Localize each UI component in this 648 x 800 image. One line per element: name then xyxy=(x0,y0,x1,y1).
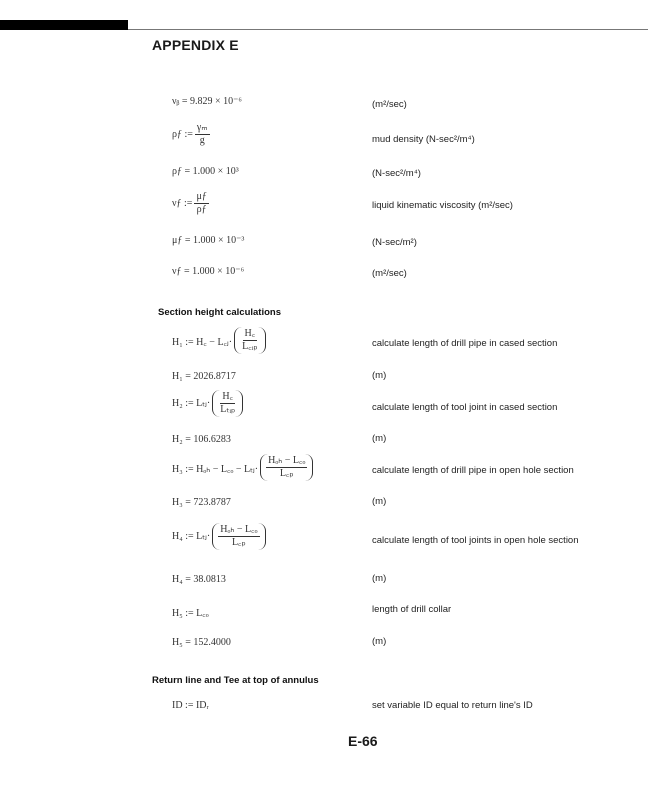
equation: H₃ = 723.8787 xyxy=(172,497,231,508)
paren xyxy=(212,523,265,550)
fraction xyxy=(194,191,208,216)
description: (m) xyxy=(372,433,387,444)
section-title: Section height calculations xyxy=(158,307,281,318)
equation xyxy=(172,523,266,550)
equation xyxy=(172,122,212,147)
paren xyxy=(260,454,313,481)
description: set variable ID equal to return line's ID xyxy=(372,700,533,711)
page-number: E-66 xyxy=(348,733,378,749)
equation: νƒ = 1.000 × 10⁻⁶ xyxy=(172,266,245,277)
fraction xyxy=(266,455,307,480)
frac-den: L꜀ᵢₚ xyxy=(242,341,258,352)
frac-num: Hₒₕ − L꜀ₒ xyxy=(268,455,306,466)
frac-den: Lₜᵢₚ xyxy=(220,404,236,415)
description: calculate length of tool joint in cased section xyxy=(372,402,558,413)
equation: νᵦ = 9.829 × 10⁻⁶ xyxy=(172,96,242,107)
header-bar xyxy=(0,20,128,30)
description: (m²/sec) xyxy=(372,99,407,110)
frac-den: g xyxy=(199,135,205,146)
equation: μƒ = 1.000 × 10⁻³ xyxy=(172,235,245,246)
paren xyxy=(234,327,266,354)
eq-left: H₃ := Hₒₕ − L꜀ₒ − Lₜⱼ· xyxy=(172,463,259,475)
eq-left: ρƒ := xyxy=(172,129,193,140)
description: (m) xyxy=(372,370,387,381)
fraction xyxy=(218,391,237,416)
equation xyxy=(172,390,243,417)
description: calculate length of drill pipe in cased section xyxy=(372,338,558,349)
equation: H₅ = 152.4000 xyxy=(172,637,231,648)
equation xyxy=(172,191,211,216)
eq-left: H₂ := Lₜⱼ· xyxy=(172,398,211,409)
eq-left: H₄ := Lₜⱼ· xyxy=(172,531,211,542)
frac-num: γₘ xyxy=(196,122,208,133)
description: calculate length of tool joints in open hole section xyxy=(372,535,579,546)
fraction xyxy=(195,122,210,147)
frac-num: μƒ xyxy=(196,191,207,202)
description: (m) xyxy=(372,636,387,647)
frac-den: L꜀ₚ xyxy=(231,537,246,548)
equation: ρƒ = 1.000 × 10³ xyxy=(172,166,239,177)
equation: H₅ := L꜀ₒ xyxy=(172,608,209,619)
description: (N-sec²/m⁴) xyxy=(372,168,421,179)
frac-num: H꜀ xyxy=(222,391,234,402)
description: (m²/sec) xyxy=(372,268,407,279)
description: (m) xyxy=(372,573,387,584)
description: liquid kinematic viscosity (m²/sec) xyxy=(372,200,513,211)
equation: H₁ = 2026.8717 xyxy=(172,371,236,382)
description: length of drill collar xyxy=(372,604,452,615)
frac-den: ρƒ xyxy=(196,204,207,215)
equation: ID := IDᵣ xyxy=(172,700,209,711)
equation: H₂ = 106.6283 xyxy=(172,434,231,445)
appendix-title: APPENDIX E xyxy=(152,37,239,53)
description: calculate length of drill pipe in open hole section xyxy=(372,465,574,476)
description: (m) xyxy=(372,496,387,507)
description: (N-sec/m²) xyxy=(372,237,417,248)
equation: H₄ = 38.0813 xyxy=(172,574,226,585)
equation xyxy=(172,454,313,481)
description: mud density (N-sec²/m⁴) xyxy=(372,134,475,145)
eq-left: νƒ := xyxy=(172,198,193,209)
frac-den: L꜀ₚ xyxy=(279,468,294,479)
frac-num: H꜀ xyxy=(244,328,256,339)
section-title: Return line and Tee at top of annulus xyxy=(152,675,319,686)
frac-num: Hₒₕ − L꜀ₒ xyxy=(220,524,258,535)
paren xyxy=(212,390,243,417)
fraction xyxy=(240,328,260,353)
equation xyxy=(172,327,266,354)
fraction xyxy=(218,524,259,549)
eq-left: H₁ := H꜀ − L꜀ⱼ· xyxy=(172,336,233,348)
header-rule xyxy=(128,29,648,30)
